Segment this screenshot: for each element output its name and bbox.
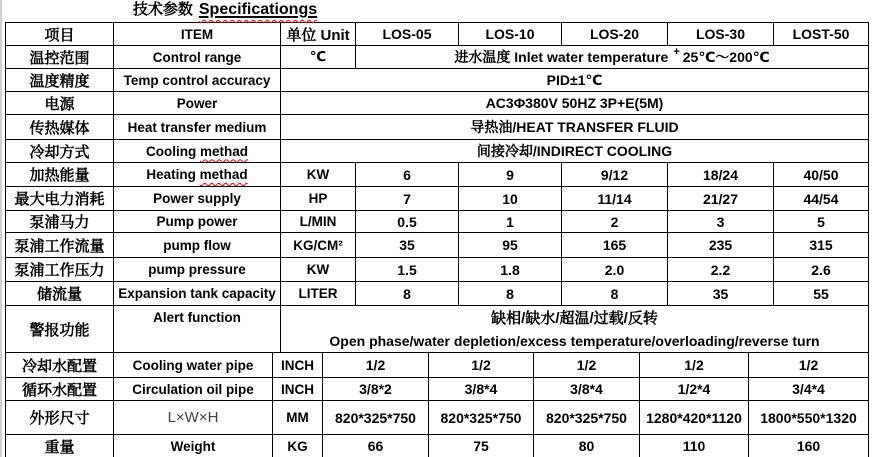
item-en-cell: Weight <box>114 435 273 457</box>
item-en-cell: Power <box>114 92 281 115</box>
value-cell: 21/27 <box>668 187 774 211</box>
table-row-pump-flow <box>6 233 869 258</box>
item-en-cell: Expansion tank capacity <box>114 282 281 306</box>
value-cell: 160 <box>749 435 869 457</box>
value-cell: 40/50 <box>774 163 869 187</box>
item-en-cell: pump flow <box>114 233 281 258</box>
value-cell: 8 <box>356 282 459 306</box>
header-cell-item-en: ITEM <box>114 23 281 46</box>
merged-value-cell: PID±1℃ <box>281 69 869 92</box>
item-zh-cell: 泵浦马力 <box>6 211 114 233</box>
merged-value-cell: 导热油/HEAT TRANSFER FLUID <box>281 115 869 140</box>
value-cell: 2 <box>562 211 668 233</box>
header-row <box>6 23 869 46</box>
table-row-pump-pressure <box>6 258 869 282</box>
unit-cell: ℃ <box>281 46 356 69</box>
value-cell: 80 <box>534 435 640 457</box>
merged-value-cell <box>281 306 869 353</box>
item-en-cell: Power supply <box>114 187 281 211</box>
table-row-dimensions <box>6 401 869 435</box>
value-cell: 44/54 <box>774 187 869 211</box>
header-cell-los-05: LOS-05 <box>356 23 459 46</box>
value-cell: 820*325*750 <box>534 401 640 435</box>
item-en-cell: Cooling water pipe <box>114 353 273 378</box>
item-zh-cell: 电源 <box>6 92 114 115</box>
value-cell: 1/2 <box>640 353 749 378</box>
value-cell: 8 <box>562 282 668 306</box>
value-cell: 820*325*750 <box>323 401 429 435</box>
value-cell: 95 <box>459 233 562 258</box>
item-zh-cell: 泵浦工作流量 <box>6 233 114 258</box>
value-cell: 6 <box>356 163 459 187</box>
value-cell: 2.0 <box>562 258 668 282</box>
value-cell: 18/24 <box>668 163 774 187</box>
table-row-cooling-pipe <box>6 353 869 378</box>
header-cell-los-20: LOS-20 <box>562 23 668 46</box>
item-en-cell: Pump power <box>114 211 281 233</box>
item-zh-cell: 外形尺寸 <box>6 401 114 435</box>
table-row-alert <box>6 306 869 353</box>
item-en-cell: Heating methad <box>114 163 281 187</box>
value-cell: 5 <box>774 211 869 233</box>
value-cell: 820*325*750 <box>429 401 534 435</box>
table-row-accuracy <box>6 69 869 92</box>
unit-cell: INCH <box>273 378 323 401</box>
table-row-cooling-method <box>6 140 869 163</box>
item-en-cell: Circulation oil pipe <box>114 378 273 401</box>
value-cell: 35 <box>668 282 774 306</box>
table-row-heating <box>6 163 869 187</box>
item-en-cell: L×W×H <box>114 401 273 435</box>
header-cell-unit: 单位 Unit <box>281 23 356 46</box>
spec-table-lower <box>5 352 869 457</box>
value-cell: 3/8*4 <box>429 378 534 401</box>
unit-cell: MM <box>273 401 323 435</box>
value-cell: 66 <box>323 435 429 457</box>
page-title-en: Specificationgs <box>198 1 318 18</box>
window-edge-line <box>0 0 2 457</box>
unit-cell: HP <box>281 187 356 211</box>
value-cell: 55 <box>774 282 869 306</box>
value-cell: 1800*550*1320 <box>749 401 869 435</box>
value-cell: 1/2 <box>534 353 640 378</box>
item-zh-cell: 重量 <box>6 435 114 457</box>
alert-line-en: Open phase/water depletion/excess temperature/overloading/reverse turn <box>329 332 820 349</box>
item-en-cell: pump pressure <box>114 258 281 282</box>
value-cell: 1/2 <box>323 353 429 378</box>
item-zh-cell: 最大电力消耗 <box>6 187 114 211</box>
misspelled-word: methad <box>199 143 248 159</box>
item-zh-cell: 储流量 <box>6 282 114 306</box>
value-cell: 1 <box>459 211 562 233</box>
item-zh-cell: 温控范围 <box>6 46 114 69</box>
value-cell: 315 <box>774 233 869 258</box>
merged-value-cell: AC3Φ380V 50HZ 3P+E(5M) <box>281 92 869 115</box>
item-zh-cell: 冷却方式 <box>6 140 114 163</box>
header-cell-item-zh: 项目 <box>6 23 114 46</box>
value-cell: 10 <box>459 187 562 211</box>
value-cell: 0.5 <box>356 211 459 233</box>
unit-cell: KG/CM² <box>281 233 356 258</box>
value-cell: 1/2 <box>429 353 534 378</box>
item-en-cell: Temp control accuracy <box>114 69 281 92</box>
value-cell: 1.8 <box>459 258 562 282</box>
merged-value-cell: 进水温度 Inlet water temperature + 25℃～200℃ <box>356 46 869 69</box>
unit-cell: KW <box>281 258 356 282</box>
value-cell: 3 <box>668 211 774 233</box>
item-zh-cell: 泵浦工作压力 <box>6 258 114 282</box>
item-en-cell: Control range <box>114 46 281 69</box>
table-row-power <box>6 92 869 115</box>
table-row-medium <box>6 115 869 140</box>
value-cell: 3/4*4 <box>749 378 869 401</box>
table-row-tank-capacity <box>6 282 869 306</box>
spec-table-upper <box>5 22 869 353</box>
value-cell: 3/8*4 <box>534 378 640 401</box>
value-cell: 1/2 <box>749 353 869 378</box>
value-cell: 2.6 <box>774 258 869 282</box>
value-cell: 8 <box>459 282 562 306</box>
header-cell-lost-50: LOST-50 <box>774 23 869 46</box>
item-en-cell: Cooling methad <box>114 140 281 163</box>
unit-cell: L/MIN <box>281 211 356 233</box>
item-zh-cell: 冷却水配置 <box>6 353 114 378</box>
header-cell-los-30: LOS-30 <box>668 23 774 46</box>
item-zh-cell: 循环水配置 <box>6 378 114 401</box>
page-title-zh: 技术参数 <box>132 1 193 18</box>
item-zh-cell: 警报功能 <box>6 306 114 353</box>
unit-cell: KW <box>281 163 356 187</box>
alert-line-zh: 缺相/缺水/超温/过载/反转 <box>491 309 658 327</box>
value-cell: 75 <box>429 435 534 457</box>
value-cell: 1.5 <box>356 258 459 282</box>
value-cell: 11/14 <box>562 187 668 211</box>
page-title <box>0 0 450 22</box>
table-row-weight <box>6 435 869 457</box>
unit-cell: INCH <box>273 353 323 378</box>
unit-cell: LITER <box>281 282 356 306</box>
misspelled-word: methad <box>199 167 248 182</box>
value-cell: 9/12 <box>562 163 668 187</box>
item-zh-cell: 传热媒体 <box>6 115 114 140</box>
item-zh-cell: 温度精度 <box>6 69 114 92</box>
item-en-cell: Heat transfer medium <box>114 115 281 140</box>
unit-cell: KG <box>273 435 323 457</box>
value-cell: 1280*420*1120 <box>640 401 749 435</box>
value-cell: 3/8*2 <box>323 378 429 401</box>
table-row-pump-power <box>6 211 869 233</box>
value-cell: 7 <box>356 187 459 211</box>
value-cell: 165 <box>562 233 668 258</box>
item-en-cell: Alert function <box>114 306 281 353</box>
table-row-power-supply <box>6 187 869 211</box>
superscript-plus: + <box>673 46 680 58</box>
value-cell: 2.2 <box>668 258 774 282</box>
value-cell: 110 <box>640 435 749 457</box>
header-cell-los-10: LOS-10 <box>459 23 562 46</box>
value-cell: 1/2*4 <box>640 378 749 401</box>
value-cell: 35 <box>356 233 459 258</box>
table-row-circulation-pipe <box>6 378 869 401</box>
item-zh-cell: 加热能量 <box>6 163 114 187</box>
table-row-control-range <box>6 46 869 69</box>
merged-value-cell: 间接冷却/INDIRECT COOLING <box>281 140 869 163</box>
value-cell: 235 <box>668 233 774 258</box>
value-cell: 9 <box>459 163 562 187</box>
